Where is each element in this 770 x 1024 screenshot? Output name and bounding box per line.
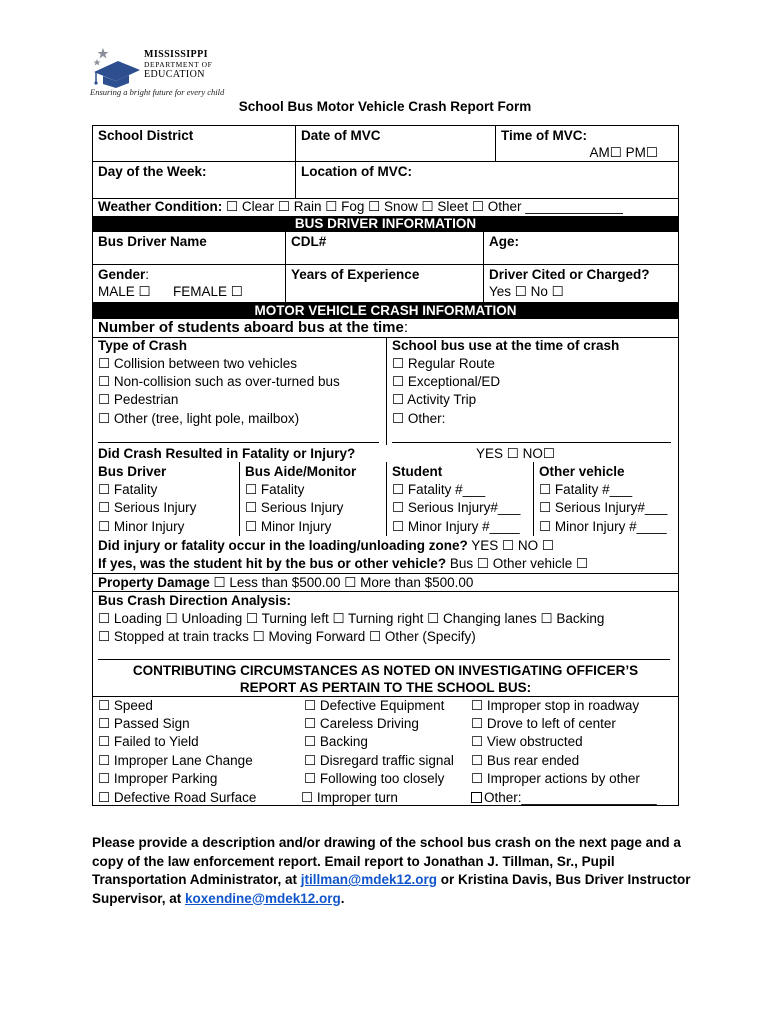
header-row-2	[93, 162, 678, 199]
date-of-mvc-field[interactable]	[296, 126, 496, 161]
students-aboard[interactable]	[98, 319, 408, 336]
circumstance-option[interactable]: ☐ View obstructed	[471, 734, 583, 749]
property-damage-label: Property Damage	[98, 575, 210, 590]
day-of-week-field[interactable]	[93, 162, 296, 198]
injury-option[interactable]: ☐ Minor Injury #____	[392, 519, 520, 534]
circumstance-option[interactable]: ☐ Drove to left of center	[471, 716, 616, 731]
am-pm-checkboxes[interactable]: AM☐ PM☐	[589, 145, 658, 160]
injury-option[interactable]: ☐ Fatality #___	[392, 482, 486, 497]
type-of-crash-heading: Type of Crash	[98, 338, 188, 353]
bus-driver-name-field[interactable]	[93, 232, 286, 264]
injury-option[interactable]: ☐ Minor Injury #____	[539, 519, 667, 534]
student-hit-question	[98, 555, 588, 572]
students-aboard-colon: :	[403, 319, 409, 336]
circumstance-option[interactable]: ☐ Defective Equipment	[304, 698, 445, 713]
day-of-week-label: Day of the Week:	[98, 164, 207, 179]
injury-column-heading: Bus Aide/Monitor	[245, 464, 357, 479]
driver-cited-label: Driver Cited or Charged?	[489, 267, 650, 282]
female-checkbox[interactable]: FEMALE ☐	[173, 284, 243, 299]
bus-use-other-line[interactable]	[392, 442, 671, 443]
gender-colon: :	[145, 267, 150, 282]
location-of-mvc-field[interactable]	[296, 162, 680, 198]
bus-use-option[interactable]: ☐ Activity Trip	[392, 392, 477, 407]
injury-option[interactable]: ☐ Serious Injury	[98, 500, 197, 515]
date-of-mvc-label: Date of MVC	[301, 128, 381, 143]
circumstance-option[interactable]: ☐ Bus rear ended	[471, 753, 580, 768]
weather-condition	[98, 198, 623, 215]
driver-cited-field	[484, 265, 680, 302]
driver-cited-options[interactable]: Yes ☐ No ☐	[489, 284, 564, 299]
bus-use-option[interactable]: ☐ Regular Route	[392, 356, 495, 371]
mde-logo	[90, 44, 230, 100]
student-hit-options[interactable]: Bus ☐ Other vehicle ☐	[446, 556, 589, 571]
driver-row-2	[93, 265, 678, 303]
column-divider	[239, 462, 240, 536]
circumstance-option[interactable]: ☐ Improper stop in roadway	[471, 698, 640, 713]
circumstance-option[interactable]: ☐ Passed Sign	[98, 716, 190, 731]
circumstance-option[interactable]: ☐ Speed	[98, 698, 153, 713]
loading-zone-label: Did injury or fatality occur in the loading/unloading zone?	[98, 538, 468, 553]
driver-row-1	[93, 232, 678, 265]
bus-driver-name-label: Bus Driver Name	[98, 234, 207, 249]
instructions-paragraph	[92, 834, 692, 908]
org-line-3: EDUCATION	[144, 69, 205, 80]
instructions-text-2: or Kristina Davis, Bus Driver Instructor Supervisor, at	[92, 872, 691, 906]
crash-info-band: MOTOR VEHICLE CRASH INFORMATION	[93, 303, 678, 319]
direction-options-line-1[interactable]: ☐ Loading ☐ Unloading ☐ Turning left ☐ Turning right ☐ Changing lanes ☐ Backing	[98, 611, 605, 626]
injury-option[interactable]: ☐ Serious Injury#___	[539, 500, 668, 515]
injury-option[interactable]: ☐ Serious Injury	[245, 500, 344, 515]
injury-column-heading: Student	[392, 464, 443, 479]
fatality-question: Did Crash Resulted in Fatality or Injury?	[98, 446, 356, 461]
school-district-field[interactable]	[93, 126, 296, 161]
bus-use-option[interactable]: ☐ Other:	[392, 411, 446, 426]
bus-driver-info-band: BUS DRIVER INFORMATION	[93, 216, 678, 232]
loading-zone-options[interactable]: YES ☐ NO ☐	[467, 538, 554, 553]
time-of-mvc-label: Time of MVC:	[501, 128, 588, 143]
circumstance-option[interactable]: ☐ Disregard traffic signal	[304, 753, 454, 768]
weather-options[interactable]: ☐ Clear ☐ Rain ☐ Fog ☐ Snow ☐ Sleet ☐ Other _____________	[226, 199, 623, 214]
contributing-heading-1: CONTRIBUTING CIRCUMSTANCES AS NOTED ON INVESTIGATING OFFICER’S	[132, 663, 639, 678]
injury-option[interactable]: ☐ Serious Injury#___	[392, 500, 521, 515]
property-damage-options[interactable]: ☐ Less than $500.00 ☐ More than $500.00	[209, 575, 474, 590]
circumstance-option[interactable]: ☐ Improper Lane Change	[98, 753, 253, 768]
gender-field	[93, 265, 286, 302]
email-link-tillman[interactable]: jtillman@mdek12.org	[300, 872, 437, 887]
student-hit-label: If yes, was the student hit by the bus or other vehicle?	[98, 556, 447, 571]
circumstance-option[interactable]: ☐ Improper Parking	[98, 771, 218, 786]
injury-column-heading: Bus Driver	[98, 464, 167, 479]
checkbox-icon[interactable]	[471, 792, 482, 803]
property-damage	[98, 574, 473, 591]
org-line-2: DEPARTMENT OF	[144, 60, 213, 69]
form-title: School Bus Motor Vehicle Crash Report Form	[238, 99, 532, 114]
injury-option[interactable]: ☐ Fatality	[245, 482, 305, 497]
circumstance-option[interactable]: ☐ Defective Road Surface	[98, 790, 257, 805]
header-row-1	[93, 126, 678, 162]
age-label: Age:	[489, 234, 519, 249]
school-district-label: School District	[98, 128, 194, 143]
age-field[interactable]	[484, 232, 680, 264]
email-link-koxendine[interactable]: koxendine@mdek12.org	[185, 890, 341, 906]
crash-type-option[interactable]: ☐ Pedestrian	[98, 392, 179, 407]
bus-use-option[interactable]: ☐ Exceptional/ED	[392, 374, 501, 389]
loading-zone-question	[98, 537, 554, 554]
circumstance-option[interactable]: ☐ Backing	[304, 734, 368, 749]
cdl-label: CDL#	[291, 234, 327, 249]
contributing-heading-2: REPORT AS PERTAIN TO THE SCHOOL BUS:	[239, 680, 532, 695]
crash-type-other-line[interactable]	[98, 442, 379, 443]
column-divider	[386, 462, 387, 536]
column-divider	[533, 462, 534, 536]
time-of-mvc-field[interactable]	[496, 126, 680, 161]
direction-other-line[interactable]	[98, 659, 670, 660]
graduation-cap-logo-icon	[90, 46, 142, 90]
injury-option[interactable]: ☐ Fatality	[98, 482, 158, 497]
crash-type-option[interactable]: ☐ Non-collision such as over-turned bus	[98, 374, 340, 389]
injury-option[interactable]: ☐ Minor Injury	[98, 519, 185, 534]
injury-option[interactable]: ☐ Minor Injury	[245, 519, 332, 534]
circumstance-option[interactable]: ☐ Following too closely	[304, 771, 445, 786]
cdl-field[interactable]	[286, 232, 484, 264]
circumstance-other-label: Other:__________________	[484, 790, 657, 805]
students-aboard-label: Number of students aboard bus at the time	[98, 319, 404, 336]
instructions-text-3: .	[340, 890, 345, 906]
fatality-yes-no[interactable]: YES ☐ NO☐	[476, 446, 555, 461]
circumstance-option[interactable]: ☐ Failed to Yield	[98, 734, 199, 749]
circumstance-option[interactable]: ☐ Careless Driving	[304, 716, 419, 731]
bus-use-heading: School bus use at the time of crash	[392, 338, 620, 353]
location-of-mvc-label: Location of MVC:	[301, 164, 412, 179]
crash-type-option[interactable]: ☐ Collision between two vehicles	[98, 356, 297, 371]
direction-options-line-2[interactable]: ☐ Stopped at train tracks ☐ Moving Forward ☐ Other (Specify)	[98, 629, 476, 644]
injury-option[interactable]: ☐ Fatality #___	[539, 482, 633, 497]
column-divider	[386, 337, 387, 445]
org-line-1: MISSISSIPPI	[144, 49, 208, 60]
gender-label: Gender	[98, 267, 146, 282]
circumstance-option[interactable]: ☐ Improper turn	[301, 790, 398, 805]
instructions-text-1: Please provide a description and/or drawing of the school bus crash on the next page and a copy of the law enforcement report. Email report to Jonathan J. Tillman, Sr., Pupil Transportation Administrator, at	[92, 835, 681, 887]
crash-type-option[interactable]: ☐ Other (tree, light pole, mailbox)	[98, 411, 300, 426]
logo-tagline: Ensuring a bright future for every child	[90, 87, 225, 97]
crash-report-form	[92, 125, 679, 806]
years-experience-field[interactable]	[286, 265, 484, 302]
organization-name	[144, 50, 212, 80]
male-checkbox[interactable]: MALE ☐	[98, 284, 151, 299]
weather-condition-label: Weather Condition:	[98, 199, 223, 214]
direction-analysis-heading: Bus Crash Direction Analysis:	[98, 593, 292, 608]
circumstance-option[interactable]: ☐ Improper actions by other	[471, 771, 640, 786]
circumstance-other[interactable]	[471, 789, 657, 806]
injury-column-heading: Other vehicle	[539, 464, 625, 479]
years-experience-label: Years of Experience	[291, 267, 420, 282]
